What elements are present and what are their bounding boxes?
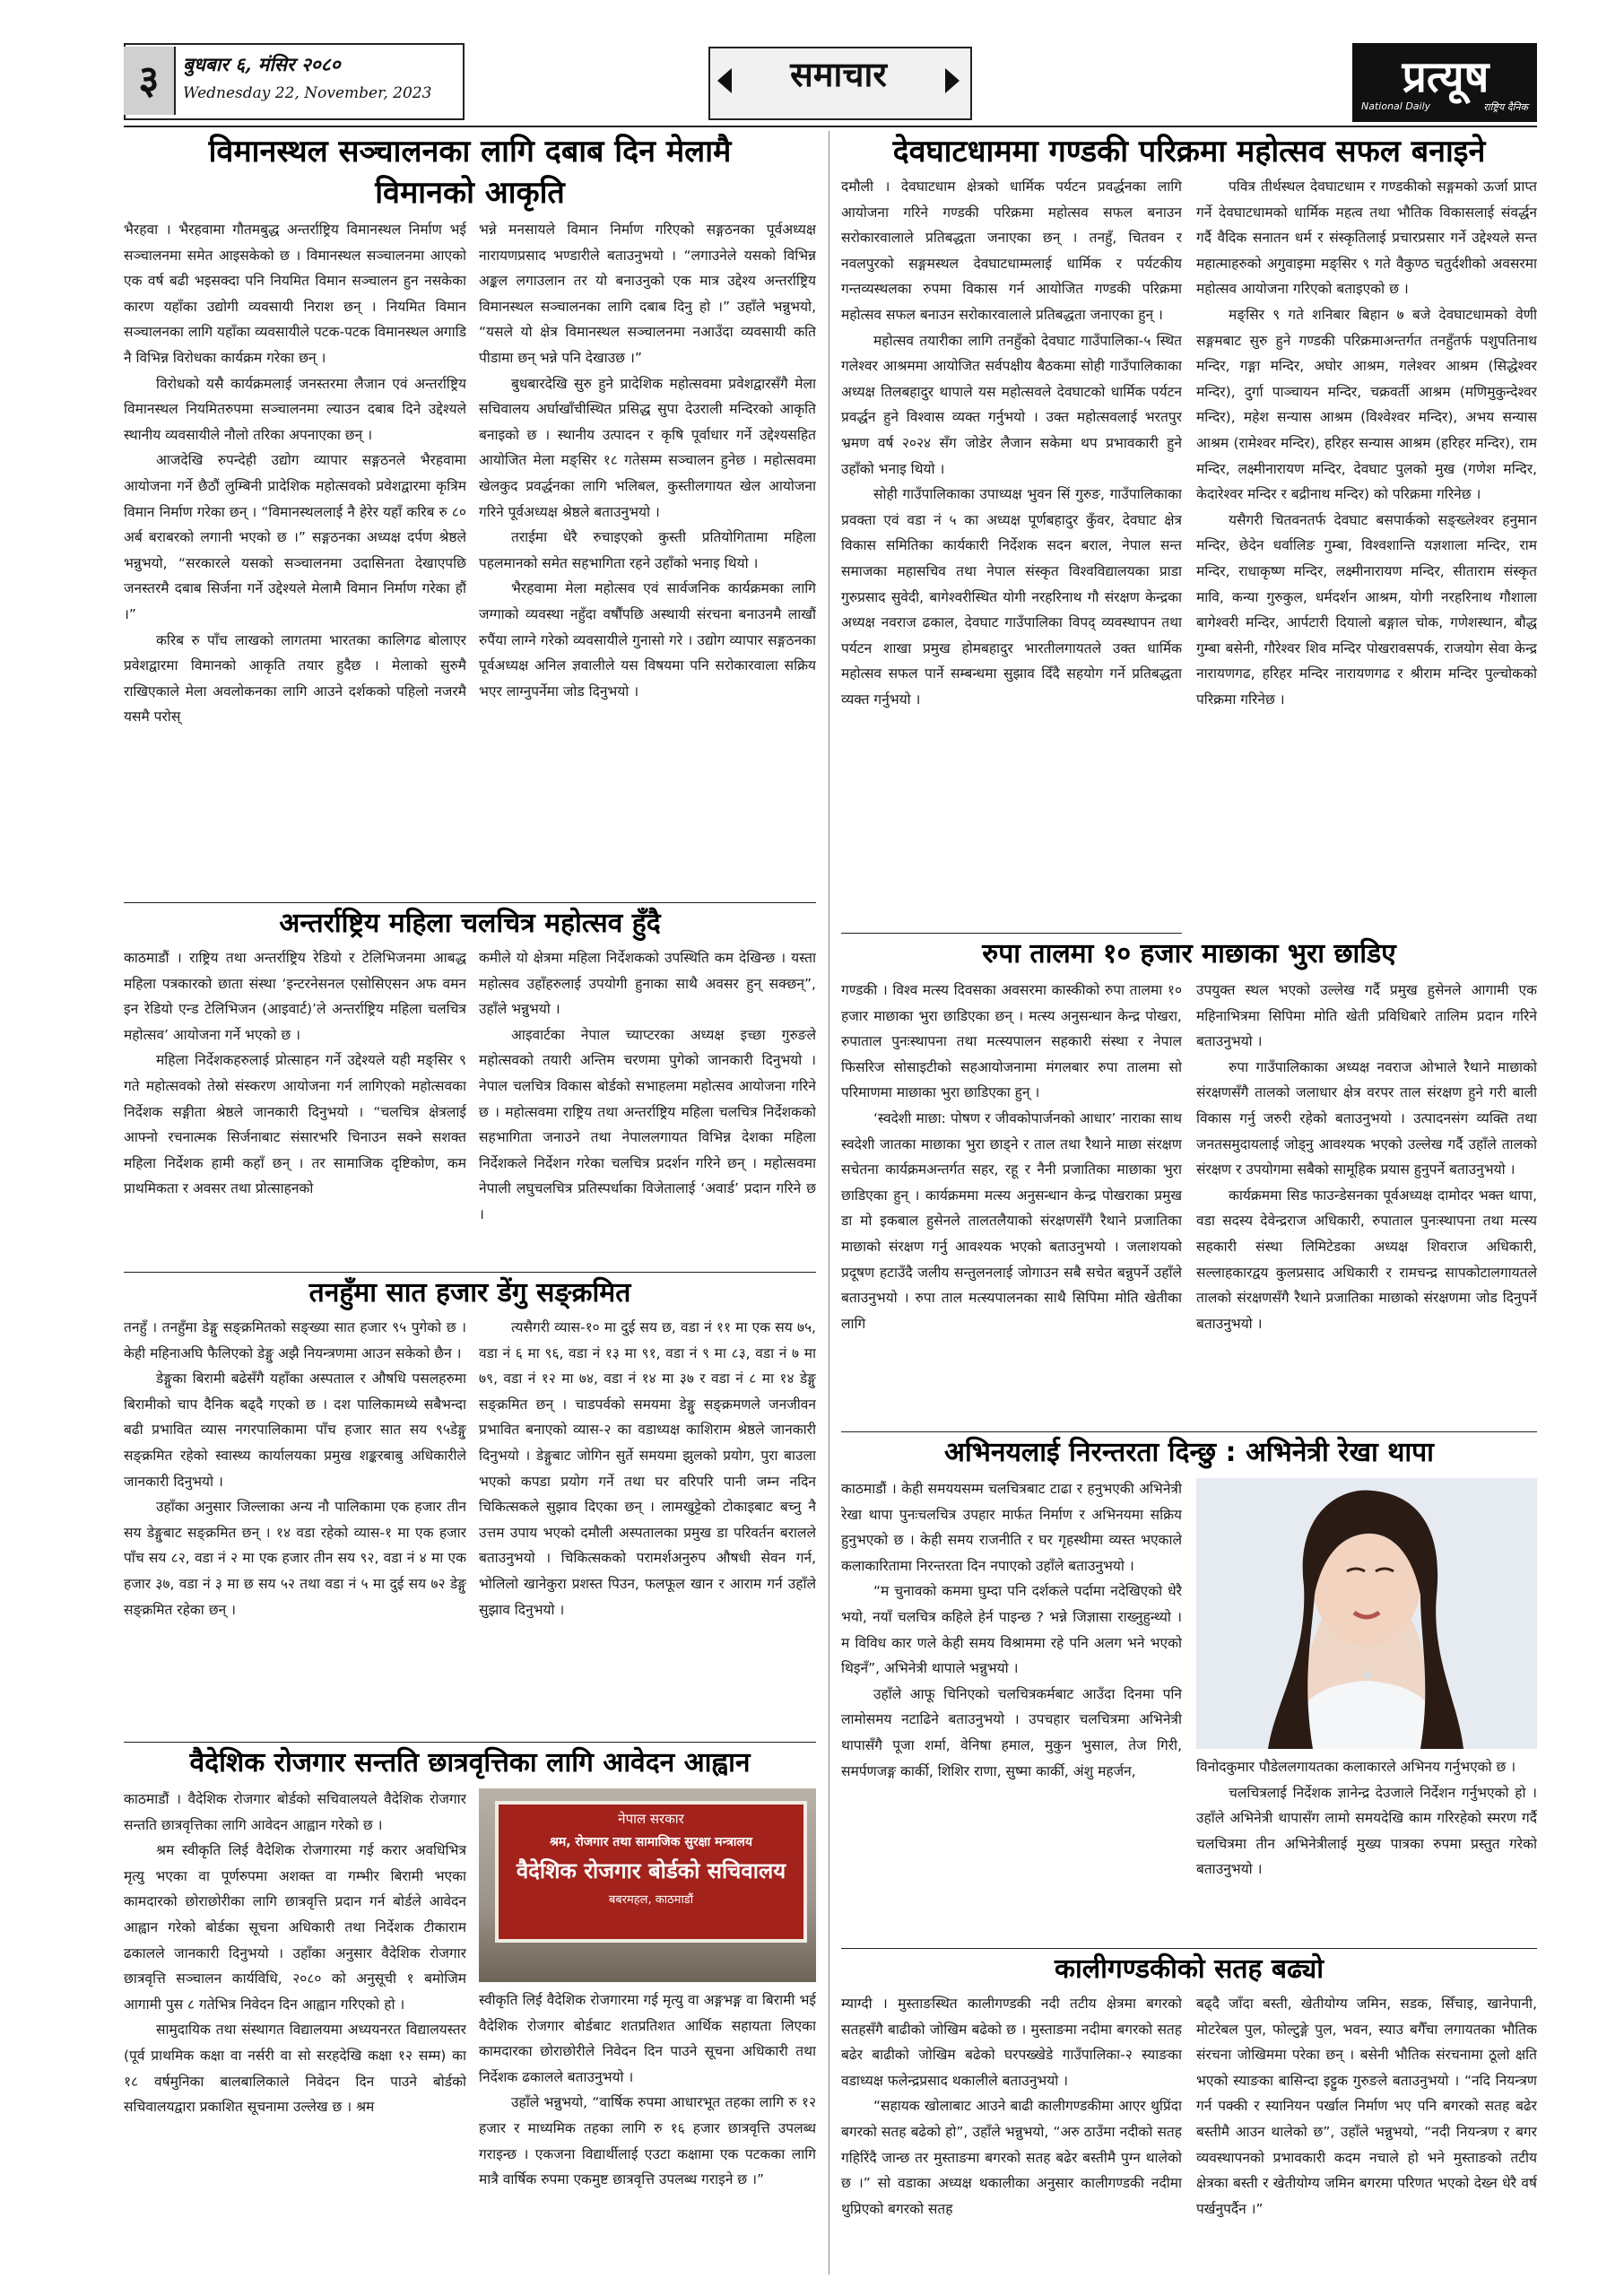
paragraph: गण्डकी । विश्व मत्स्य दिवसका अवसरमा कास्कीको रुपा तालमा १० हजार माछाका भुरा छाडिएका छन् । मत्स्य अनुसन्धान केन्द्र पोखरा, रुपाताल पुनःस्थापना तथा मत्स्यपालन सहकारी संस्था र नेपाल फिसरिज सोसाइटीको सहआयोजनामा मंगलबार रुपा तालमा सो परिमाणमा माछाका भुरा छाडिएका हुन् । [841,982,1182,1101]
paragraph: काठमाडौं । वैदेशिक रोजगार बोर्डको सचिवालयले वैदेशिक रोजगार सन्तति छात्रवृत्तिका लागि आवेदन आह्वान गरेको छ । [124,1791,466,1833]
paragraph: दमौली । देवघाटधाम क्षेत्रको धार्मिक पर्यटन प्रवर्द्धनका लागि आयोजना गरिने गण्डकी परिक्रमा महोत्सव सफल बनाउन सरोकारवालाले प्रतिबद्धता जनाएका छन् । तनहुँ, चितवन र नवलपुरको सङ्गमस्थल देवघाटधाम्मलाई धार्मिक र पर्यटकीय गन्तव्यस्थलका रुपमा विकास गर्न आयोजित गण्डकी परिक्रमा महोत्सव सफल बनाउन सरोकारवालाले प्रतिबद्धता जनाएका हुन् । [841,178,1182,323]
paragraph: काठमाडौं । केही समययसम्म चलचित्रबाट टाढा र हनुभएकी अभिनेत्री रेखा थापा पुनःचलचित्र उपहार मार्फत निर्माण र अभिनयमा सक्रिय हुनुभएको छ । केही समय राजनीति र घर गृहस्थीमा व्यस्त भएकाले कलाकारितामा निरन्तरता दिन नपाएको उहाँले बताउनुभयो । [841,1481,1182,1574]
paragraph: मङ्सिर ९ गते शनिबार बिहान ७ बजे देवघाटधामको वेणी सङ्गमबाट सुरु हुने गण्डकी परिक्रमाअन्तर्गत तनहुँतर्फ पशुपतिनाथ मन्दिर, गङ्गा मन्दिर, अघोर आश्रम, गलेश्वर आश्रम (सिद्धेश्वर मन्दिर), दुर्गा पाञ्चायन मन्दिर, चक्रवर्ती आश्रम (मणिमुकुन्देश्वर मन्दिर), महेश सन्यास आश्रम (विश्वेश्वर मन्दिर), अभय सन्यास आश्रम (रामेश्वर मन्दिर), हरिहर सन्यास आश्रम (हरिहर मन्दिर), राम मन्दिर, लक्ष्मीनारायण मन्दिर, देवघाट पुलको मुख (गणेश मन्दिर, केदारेश्वर मन्दिर र बद्रीनाथ मन्दिर) को परिक्रमा गरिनेछ । [1196,306,1537,503]
paragraph: त्यसैगरी व्यास-१० मा दुई सय छ, वडा नं ११ मा एक सय ७५, वडा नं ६ मा ९६, वडा नं १३ मा ९१, वडा नं ९ मा ८३, वडा नं ७ मा ७९, वडा नं १२ मा ७४, वडा नं १४ मा ३७ र वडा नं ८ मा १४ डेङ्गु सङ्क्रमित छन् । चाडपर्वको समयमा डेङ्गु सङ्क्रमणले जनजीवन प्रभावित बनाएको व्यास-२ का वडाध्यक्ष काशिराम श्रेष्ठले जानकारी दिनुभयो । डेङ्गुबाट जोगिन सुर्ते समयमा झुलको प्रयोग, पुरा बाउला भएको कपडा प्रयोग गर्ने तथा घर वरिपरि पानी जम्न नदिन चिकित्सकले सुझाव दिएका छन् । लामखुट्टेको टोकाइबाट बच्नु नै उत्तम उपाय भएको दमौली अस्पतालका प्रमुख डा परिवर्तन बरालले बताउनुभयो । चिकित्सकको परामर्शअनुरुप औषधी सेवन गर्न, भोलिलो खानेकुरा प्रशस्त पिउन, फलफूल खान र आराम गर्न उहाँले सुझाव दिनुभयो । [479,1319,816,1618]
portrait-illustration [1196,1478,1537,1749]
paragraph: तनहुँ । तनहुँमा डेङ्गु सङ्क्रमितको सङ्ख्या सात हजार ९५ पुगेको छ । केही महिनाअघि फैलिएको डेङ्गु अझै नियन्त्रणमा आउन सकेको छैन । [124,1319,466,1361]
divider [124,1272,816,1273]
rekha-col-2 [1196,1754,1537,1948]
paragraph: काठमाडौं । राष्ट्रिय तथा अन्तर्राष्ट्रिय रेडियो र टेलिभिजनमा आबद्ध महिला पत्रकारको छाता संस्था ‘इन्टरनेसनल एसोसिएसन अफ वमन इन रेडियो एन्ड टेलिभिजन (आइवार्ट)’ले अन्तर्राष्ट्रिय महिला चलचित्र महोत्सव’ आयोजना गर्ने भएको छ । [124,950,466,1043]
signboard [495,1801,807,1943]
paragraph: सोही गाउँपालिकाका उपाध्यक्ष भुवन सिं गुरुङ, गाउँपालिकाका प्रवक्ता एवं वडा नं ५ का अध्यक्ष पूर्णबहादुर कुँवर, देवघाट क्षेत्र विकास समितिका कार्यकारी निर्देशक सदन बराल, नेपाल सन्त समाजका महासचिव तथा नेपाल संस्कृत विश्वविद्यालयका प्राडा गुरुप्रसाद सुवेदी, बागेश्वरीस्थित योगी नरहरिनाथ गौ संरक्षण केन्द्रका अध्यक्ष नवराज ढकाल, देवघाट गाउँपालिका विपद् व्यवस्थापन तथा पर्यटन शाखा प्रमुख होमबहादुर भारतीलगायतले उक्त धार्मिक महोत्सव सफल पार्ने सम्बन्धमा सुझाव दिँदै सहयोग गर्ने प्रतिबद्धता व्यक्त गर्नुभयो । [841,486,1182,708]
paragraph: विनोदकुमार पौडेललगायतका कलाकारले अभिनय गर्नुभएको छ । [1196,1759,1516,1775]
paragraph: भन्ने मनसायले विमान निर्माण गरिएको सङ्गठनका पूर्वअध्यक्ष नारायणप्रसाद भण्डारीले बताउनुभयो । “लगाउनेले यसको विभिन्न अङ्कल लगाउलान तर यो बनाउनुको एक मात्र उद्देश्य अन्तर्राष्ट्रिय विमानस्थल सञ्चालनका लागि दबाब दिनु हो ।” उहाँले भन्नुभयो, “यसले यो क्षेत्र विमानस्थल सञ्चालनमा नआउँदा व्यवसायी कति पीडामा छन् भन्ने पनि देखाउछ ।” [479,222,816,366]
kaligandaki-col-1 [841,1991,1182,2274]
paragraph: कार्यक्रममा सिड फाउन्डेसनका पूर्वअध्यक्ष दामोदर भक्त थापा, वडा सदस्य देवेन्द्रराज अधिकारी, रुपाताल पुनःस्थापना तथा मत्स्य सहकारी संस्था लिमिटेडका अध्यक्ष शिवराज अधिकारी, सल्लाहकारद्वय कुलप्रसाद अधिकारी र रामचन्द्र सापकोटालगायतले तालको संरक्षणसँगै रैथाने प्रजातिका माछाको संरक्षणमा जोड दिनुपर्ने बताउनुभयो । [1196,1187,1537,1332]
divider [841,933,1182,934]
page-number: ३ [124,47,176,115]
airport-headline-1: विमानस्थल सञ्चालनका लागि दबाब दिन मेलामै [208,134,732,170]
masthead-rule [124,126,1537,127]
paragraph: “म चुनावको कममा घुम्दा पनि दर्शकले पर्दामा नदेखिएको धेरै भयो, नयाँ चलचित्र कहिले हेर्न पाइन्छ ? भन्ने जिज्ञासा राख्नुहुन्थ्यो । म विविध कार णले केही समय विश्राममा रहे पनि अलग भने भएको थिइनँ”, अभिनेत्री थापाले भन्नुभयो । [841,1583,1182,1677]
paragraph: विरोधको यसै कार्यक्रमलाई जनस्तरमा लैजान एवं अन्तर्राष्ट्रिय विमानस्थल नियमितरुपमा सञ्चालनमा ल्याउन दबाब दिने उद्देश्यले स्थानीय व्यवसायीले नौलो तरिका अपनाएका छन् । [124,375,466,443]
date-nepali: बुधबार ६, मंसिर २०८० [183,53,341,75]
sign-line-2: श्रम, रोजगार तथा सामाजिक सुरक्षा मन्त्रालय [549,1835,753,1849]
divider [841,1431,1537,1432]
paragraph: महोत्सव तयारीका लागि तनहुँको देवघाट गाउँपालिका-५ स्थित गलेश्वर आश्रममा आयोजित सर्वपक्षीय बैठकमा सोही गाउँपालिकाका अध्यक्ष तिलबहादुर थापाले यस महोत्सवले देवघाटको धार्मिक पर्यटन प्रवर्द्धन हुने विश्वास व्यक्त गर्नुभयो । उक्त महोत्सवलाई भरतपुर भ्रमण वर्ष २०२४ सँग जोडेर लैजान सकेमा थप प्रभावकारी हुने उहाँको भनाइ थियो । [841,332,1182,477]
office-sign-photo [479,1788,816,1982]
airport-headline-2: विमानको आकृति [375,175,565,211]
rekha-col-1 [841,1476,1182,1943]
paragraph: श्रम स्वीकृति लिई वैदेशिक रोजगारमा गई करार अवधिभित्र मृत्यु भएका वा पूर्णरुपमा अशक्त वा गम्भीर बिरामी भएका कामदारको छोराछोरीका लागि छात्रवृत्ति प्रदान गर्न बोर्डले आवेदन आह्वान गरेको बोर्डका सूचना अधिकारी तथा निर्देशक टीकाराम ढकालले जानकारी दिनुभयो । उहाँका अनुसार वैदेशिक रोजगार छात्रवृत्ति सञ्चालन कार्यविधि, २०८० को अनुसूची १ बमोजिम आगामी पुस ८ गतेभित्र निवेदन दिन आह्वान गरिएको हो । [124,1842,466,2013]
fish-col-1 [841,978,1182,1426]
devghat-col-2 [1196,174,1537,956]
paragraph: महिला निर्देशकहरुलाई प्रोत्साहन गर्ने उद्देश्यले यही मङ्सिर ९ गते महोत्सवको तेस्रो संस्करण आयोजना गर्न लागिएको महोत्सवका निर्देशक सङ्गीता श्रेष्ठले जानकारी दिनुभयो । “चलचित्र क्षेत्रलाई आफ्नो रचनात्मक सिर्जनाबाट संसारभरि चिनाउन सक्ने सशक्त महिला निर्देशक हामी कहाँ छन् । तर सामाजिक दृष्टिकोण, कम प्राथमिकता र अवसर तथा प्रोत्साहनको [124,1052,466,1197]
divider [124,902,816,903]
paragraph: उपयुक्त स्थल भएको उल्लेख गर्दै प्रमुख हुसेनले आगामी एक महिनाभित्रमा सिपिमा मोति खेती प्रविधिबारे तालिम प्रदान गरिने बताउनुभयो । [1196,982,1537,1050]
devghat-col-1 [841,174,1182,929]
paragraph: चलचित्रलाई निर्देशक ज्ञानेन्द्र देउजाले निर्देशन गर्नुभएको हो । उहाँले अभिनेत्री थापासँग लामो समयदेखि काम गरिरहेको स्मरण गर्दै चलचित्रमा तीन अभिनेत्रीलाई मुख्य पात्रका रुपमा प्रस्तुत गरेको बताउनुभयो । [1196,1784,1537,1878]
film-fest-col-2 [479,945,816,1268]
section-title: समाचार [790,55,887,94]
paragraph: कमीले यो क्षेत्रमा महिला निर्देशकको उपस्थिति कम देखिन्छ । यस्ता महोत्सव उहाँहरुलाई उपयोगी हुनाका साथै अवसर हुन् सक्छन्”, उहाँले भन्नुभयो । [479,950,816,1018]
film-fest-headline: अन्तर्राष्ट्रिय महिला चलचित्र महोत्सव हुँदै [279,908,661,939]
paragraph: स्वीकृति लिई वैदेशिक रोजगारमा गई मृत्यु वा अङ्गभङ्ग वा बिरामी भई वैदेशिक रोजगार बोर्डबाट शतप्रतिशत आर्थिक सहायता लिएका कामदारका छोराछोरीले निवेदन दिन पाउने सूचना अधिकारी तथा निर्देशक ढकालले बताउनुभयो । [479,1992,816,2085]
foreign-emp-col-2 [479,1987,816,2274]
airport-col-2 [479,217,816,899]
paragraph: उहाँका अनुसार जिल्लाका अन्य नौ पालिकामा एक हजार तीन सय डेङ्गुबाट सङ्क्रमित छन् । १४ वडा रहेको व्यास-१ मा एक हजार पाँच सय ८२, वडा नं २ मा एक हजार तीन सय ९२, वडा नं ४ मा एक हजार ३७, वडा नं ३ मा छ सय ५२ तथा वडा नं ५ मा दुई सय ७२ डेङ्गु सङ्क्रमित रहेका छन् । [124,1499,466,1618]
dengue-col-1 [124,1315,466,1736]
paragraph: भैरहवामा मेला महोत्सव एवं सार्वजनिक कार्यक्रमका लागि जग्गाको व्यवस्था नहुँदा वर्षौंपछि अस्थायी संरचना बनाउनमै लाखौं रुपैंया लाग्ने गरेको व्यवसायीले गुनासो गरे । उद्योग व्यापार सङ्गठनका पूर्वअध्यक्ष अनिल ज्ञवालीले यस विषयमा पनि सरोकारवाला सक्रिय भएर लाग्नुपर्नेमा जोड दिनुभयो । [479,580,816,700]
logo-sub-en: National Daily [1361,100,1431,112]
paragraph: म्याग्दी । मुस्ताङस्थित कालीगण्डकी नदी तटीय क्षेत्रमा बगरको सतहसँगै बाढीको जोखिम बढेको छ । मुस्ताङमा नदीमा बगरको सतह बढेर बाढीको जोखिम बढेको घरपख्खेडे गाउँपालिका-२ स्याङका वडाध्यक्ष फलेन्द्रप्रसाद थकालीले बताउनुभयो । [841,1996,1182,2089]
paragraph: बुधबारदेखि सुरु हुने प्रादेशिक महोत्सवमा प्रवेशद्वारसँगै मेला सचिवालय अर्घाखाँचीस्थित प्रसिद्ध सुपा देउराली मन्दिरको आकृति बनाइको छ । स्थानीय उत्पादन र कृषि पूर्वाधार गर्ने उद्देश्यसहित आयोजित मेला मङ्सिर १८ गतेसम्म सञ्चालन हुनेछ । महोत्सवमा खेलकुद प्रवर्द्धनका लागि भलिबल, कुस्तीलगायत खेल आयोजना गरिने पूर्वअध्यक्ष श्रेष्ठले बताउनुभयो । [479,375,816,520]
fish-headline: रुपा तालमा १० हजार माछाका भुरा छाडिए [982,938,1396,970]
paragraph: आइवार्टका नेपाल च्याप्टरका अध्यक्ष इच्छा गुरुङले महोत्सवको तयारी अन्तिम चरणमा पुगेको जानकारी दिनुभयो । नेपाल चलचित्र विकास बोर्डको सभाहलमा महोत्सव आयोजना गरिने छ । महोत्सवमा राष्ट्रिय तथा अन्तर्राष्ट्रिय महिला चलचित्र निर्देशकको सहभागिता जनाउने तथा नेपाललगायत विभिन्न देशका महिला निर्देशकले निर्देशन गरेका चलचित्र प्रदर्शन गरिने छन् । महोत्सवमा नेपाली लघुचलचित्र प्रतिस्पर्धाका विजेतालाई ‘अवार्ड’ प्रदान गरिने छ । [479,1026,816,1222]
devghat-headline: देवघाटधाममा गण्डकी परिक्रमा महोत्सव सफल बनाइने [892,134,1486,170]
paragraph: बढ्दै जाँदा बस्ती, खेतीयोग्य जमिन, सडक, सिँचाइ, खानेपानी, मोटरेबल पुल, फोल्टुङ्गे पुल, भवन, स्याउ बगैँचा लगायतका भौतिक संरचना जोखिममा परेका छन् । बसेनी भौतिक संरचनामा ठूलो क्षति भएको स्याङका बासिन्दा इट्टुक गुरुङले बताउनुभयो । “नदि नियन्त्रण गर्न पक्की र स्यानियन पर्खाल निर्माण भए पनि बगरको सतह बढेर बस्तीमै आउन थालेको छ”, उहाँले भन्नुभयो, “नदी नियन्त्रण र बगर व्यवस्थापनको प्रभावकारी कदम नचाले हो भने मुस्ताङको तटीय क्षेत्रका बस्ती र खेतीयोग्य जमिन बगरमा परिणत भएको देख्न धेरै वर्ष पर्खनुपर्दैन ।” [1196,1996,1537,2217]
kaligandaki-headline: कालीगण्डकीको सतह बढ्यो [1054,1953,1324,1985]
paragraph: “सहायक खोलाबाट आउने बाढी कालीगण्डकीमा आएर थुप्रिंदा बगरको सतह बढेको हो”, उहाँले भन्नुभयो, “अरु ठाउँमा नदीको सतह गहिरिंदै जान्छ तर मुस्ताङमा बगरको सतह बढेर बस्तीमै पुग्न थालेको छ ।” सो वडाका अध्यक्ष थकालीका अनुसार कालीगण्डकी नदीमा थुप्रिएको बगरको सतह [841,2098,1182,2217]
paragraph: आजदेखि रुपन्देही उद्योग व्यापार सङ्गठनले भैरहवामा आयोजना गर्ने छैठौं लुम्बिनी प्रादेशिक महोत्सवको प्रवेशद्वारमा कृत्रिम विमान निर्माण गरेका छन् । “विमानस्थललाई नै हेरेर यहाँ करिब रु ८० अर्ब बराबरको लगानी भएको छ ।” सङ्गठनका अध्यक्ष दर्पण श्रेष्ठले भन्नुभयो, “सरकारले यसको सञ्चालनमा उदासिनता देखाएपछि जनस्तरमै दबाब सिर्जना गर्ने उद्देश्यले मेलामै विमान निर्माण गरेका हौं ।” [124,452,466,622]
paragraph: करिब रु पाँच लाखको लागतमा भारतका कालिगढ बोलाएर प्रवेशद्वारमा विमानको आकृति तयार हुदैछ । मेलाको सुरुमै राखिएकाले मेला अवलोकनका लागि आउने दर्शकको पहिलो नजरमै यसमै परोस् [124,631,466,726]
logo-text: प्रत्यूष [1402,52,1489,102]
logo-sub-np: राष्ट्रिय दैनिक [1483,101,1528,113]
sign-line-4: बबरमहल, काठमाडौं [608,1893,694,1907]
dengue-col-2 [479,1315,816,1736]
paragraph: पवित्र तीर्थस्थल देवघाटधाम र गण्डकीको सङ्गमको ऊर्जा प्राप्त गर्ने देवघाटधामको धार्मिक महत्व तथा भौतिक विकासलाई संवर्द्धन गर्दै वैदिक सनातन धर्म र संस्कृतिलाई प्रचारप्रसार गर्ने उद्देश्यले सन्त महात्माहरुको अगुवाइमा मङ्सिर ९ गते वैकुण्ठ चतुर्दशीको अवसरमा महोत्सव आयोजना गरिएको बताइएको छ । [1196,178,1537,298]
sign-line-1: नेपाल सरकार [618,1811,684,1827]
actress-photo [1196,1478,1537,1749]
logo-subtitle [1361,100,1528,114]
paragraph: भैरहवा । भैरहवामा गौतमबुद्ध अन्तर्राष्ट्रिय विमानस्थल निर्माण भई सञ्चालनमा समेत आइसकेको छ । विमानस्थल सञ्चालनमा आएको एक वर्ष बढी भइसक्दा पनि नियमित विमान सञ्चालन हुन नसकेका कारण यहाँका उद्योगी व्यवसायी निराश छन् । नियमित विमान सञ्चालनका लागि यहाँका व्यवसायीले पटक-पटक विमानस्थल अगाडि नै विभिन्न विरोधका कार्यक्रम गरेका छन् । [124,222,466,366]
paragraph: डेङ्गुका बिरामी बढेसँगै यहाँका अस्पताल र औषधि पसलहरुमा बिरामीको चाप दैनिक बढ्दै गएको छ । दश पालिकामध्ये सबैभन्दा बढी प्रभावित व्यास नगरपालिकामा पाँच हजार सात सय ९५डेङ्गु सङ्क्रमित रहेको स्वास्थ्य कार्यालयका प्रमुख शङ्करबाबु अधिकारीले जानकारी दिनुभयो । [124,1370,466,1490]
foreign-emp-headline: वैदेशिक रोजगार सन्तति छात्रवृत्तिका लागि आवेदन आह्वान [189,1747,751,1779]
paragraph: ‘स्वदेशी माछा: पोषण र जीवकोपार्जनको आधार’ नाराका साथ स्वदेशी जातका माछाका भुरा छाड्ने र ताल तथा रैथाने माछा संरक्षण सचेतना कार्यक्रमअन्तर्गत सहर, रहू र नैनी प्रजातिका माछाका भुरा छाडिएका हुन् । कार्यक्रममा मत्स्य अनुसन्धान केन्द्र पोखराका प्रमुख डा मो इकबाल हुसेनले तालतलैयाको संरक्षणसँगै रैथाने प्रजातिका माछाको संरक्षण गर्नु आवश्यक भएको बताउनुभयो । जलाशयको प्रदूषण हटाउँदै जलीय सन्तुलनलाई जोगाउन सबै सचेत बन्नुपर्ने उहाँले बताउनुभयो । रुपा ताल मत्स्यपालनका साथै सिपिमा मोति खेतीका लागि [841,1109,1182,1332]
paragraph: तराईमा धेरै रुचाइएको कुस्ती प्रतियोगितामा महिला पहलमानको समेत सहभागिता रहने उहाँको भनाइ थियो । [479,529,816,571]
foreign-emp-col-1 [124,1787,466,2274]
paragraph: यसैगरी चितवनतर्फ देवघाट बसपार्कको सङ्ख्लेश्वर हनुमान मन्दिर, छेदेन धर्वालिङ गुम्बा, विश्वशान्ति यज्ञशाला मन्दिर, राम मन्दिर, राधाकृष्ण मन्दिर, लक्ष्मीनारायण मन्दिर, सीताराम संस्कृत मावि, कन्या गुरुकुल, धर्मदर्शन आश्रम, योगी नरहरिनाथ गौशाला बागेश्वरी मन्दिर, आर्पटारी दियालो बङ्गाल चोक, गणेशस्थान, बौद्ध गुम्बा बसेनी, गौरेश्वर शिव मन्दिर पोखरावसपर्क, राजयोग सेवा केन्द्र नारायणगढ, हरिहर मन्दिर नारायणगढ र श्रीराम मन्दिर पुल्चोकको परिक्रमा गरिनेछ । [1196,511,1537,708]
divider [124,1742,816,1743]
sign-line-3: वैदेशिक रोजगार बोर्डको सचिवालय [516,1858,786,1883]
divider [841,1948,1537,1949]
paragraph: रुपा गाउँपालिकाका अध्यक्ष नवराज ओभाले रैथाने माछाको संरक्षणसँगै तालको जलाधार क्षेत्र वरपर ताल संरक्षण हुने गरी बाली विकास गर्नु जरुरी रहेको बताउनुभयो । उत्पादनसंग व्यक्ति तथा जनतसमुदायलाई जोड्नु आवश्यक भएको उल्लेख गर्दै उहाँले तालको संरक्षण र उपयोगमा सबैको सामूहिक प्रयास हुनुपर्ने बताउनुभयो । [1196,1058,1537,1178]
dengue-headline: तनहुँमा सात हजार डेंगु सङ्क्रमित [308,1277,631,1309]
paragraph: उहाँले भन्नुभयो, “वार्षिक रुपमा आधारभूत तहका लागि रु १२ हजार र माध्यमिक तहका लागि रु १६ हजार छात्रवृत्ति उपलब्ध गराइन्छ । एकजना विद्यार्थीलाई एउटा कक्षामा एक पटकका लागि मात्रै वार्षिक रुपमा एकमुष्ट छात्रवृत्ति उपलब्ध गराइने छ ।” [479,2094,816,2188]
film-fest-col-1 [124,945,466,1268]
rekha-headline: अभिनयलाई निरन्तरता दिन्छु : अभिनेत्री रेखा थापा [944,1437,1434,1468]
kaligandaki-col-2 [1196,1991,1537,2274]
paragraph: उहाँले आफू चिनिएको चलचित्रकर्मबाट आउँदा दिनमा पनि लामोसमय नटाढिने बताउनुभयो । उपचहार चलचित्रमा अभिनेत्री थापासँगै पूजा शर्मा, वेनिषा हमाल, मुकुन भुसाल, तेज गिरी, समर्पणजङ्ग कार्की, शिशिर राणा, सुष्मा कार्की, अंशु महर्जन, [841,1685,1182,1779]
airport-col-1 [124,217,466,899]
date-english: Wednesday 22, November, 2023 [183,84,432,102]
fish-col-2 [1196,978,1537,1426]
paragraph: सामुदायिक तथा संस्थागत विद्यालयमा अध्ययनरत विद्यालयस्तर (पूर्व प्राथमिक कक्षा वा नर्सरी वा सो सरहदेखि कक्षा १२ सम्म) का १८ वर्षमुनिका बालबालिकाले निवेदन दिन पाउने बोर्डको सचिवालयद्वारा प्रकाशित सूचनामा उल्लेख छ । श्रम [124,2022,466,2116]
